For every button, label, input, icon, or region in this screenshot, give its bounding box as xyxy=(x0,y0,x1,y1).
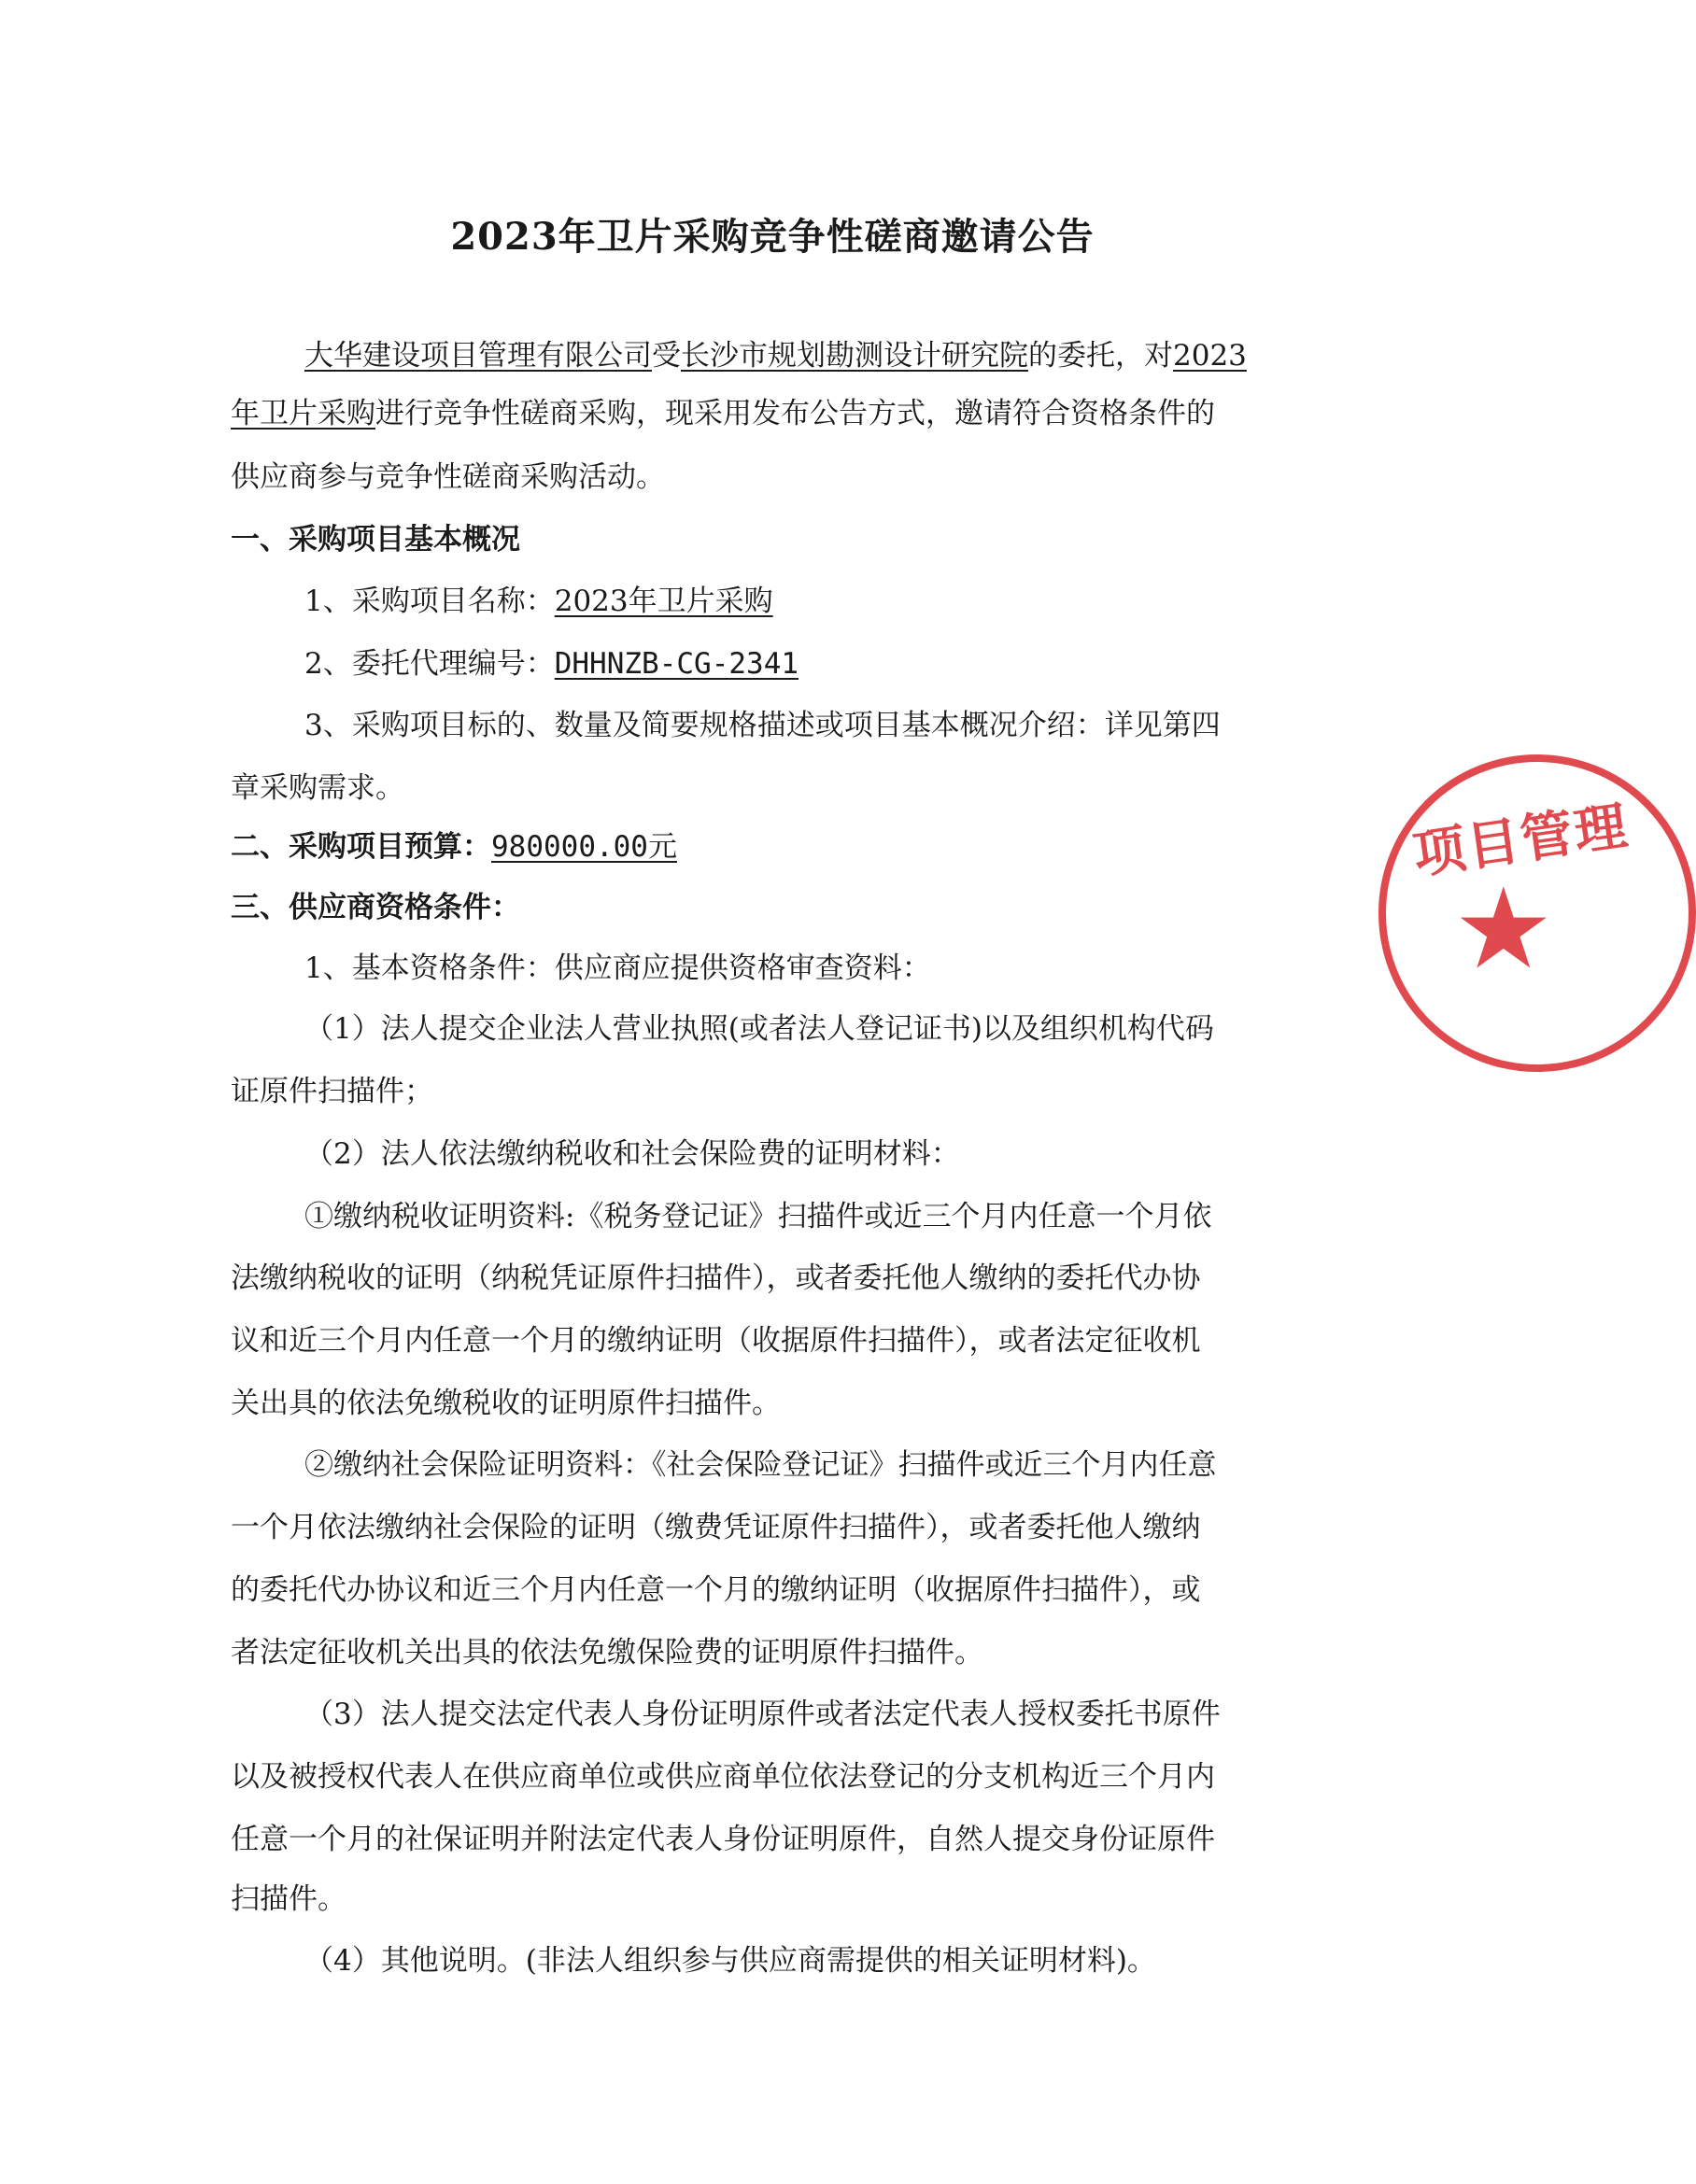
project-name-part2: 年卫片采购 xyxy=(231,397,375,430)
intro-line-3: 供应商参与竞争性磋商采购活动。 xyxy=(231,460,665,494)
section-3-p5-line-2: 一个月依法缴纳社会保险的证明（缴费凭证原件扫描件），或者委托他人缴纳 xyxy=(231,1511,1201,1544)
section-3-p4-line-3: 议和近三个月内任意一个月的缴纳证明（收据原件扫描件），或者法定征收机 xyxy=(231,1324,1201,1358)
section-3-p7: （4）其他说明。(非法人组织参与供应商需提供的相关证明材料)。 xyxy=(304,1944,1156,1978)
section-3-p3: （2）法人依法缴纳税收和社会保险费的证明材料： xyxy=(304,1137,960,1171)
section-1-item-3-line-2: 章采购需求。 xyxy=(231,771,404,805)
company-seal xyxy=(1378,754,1696,1072)
section-3-p5-line-1: ②缴纳社会保险证明资料：《社会保险登记证》扫描件或近三个月内任意 xyxy=(304,1448,1217,1482)
client-name: 长沙市规划勘测设计研究院 xyxy=(681,339,1028,373)
section-3-p6-line-2: 以及被授权代表人在供应商单位或供应商单位依法登记的分支机构近三个月内 xyxy=(231,1760,1215,1794)
agency-code-value: DHHNZB-CG-2341 xyxy=(554,647,799,681)
section-1-item-1: 1、采购项目名称：2023年卫片采购 xyxy=(304,585,773,618)
project-name-part1: 2023 xyxy=(1173,339,1247,373)
section-3-p6-line-1: （3）法人提交法定代表人身份证明原件或者法定代表人授权委托书原件 xyxy=(304,1698,1221,1731)
seal-text: 项目管理 xyxy=(1409,796,1633,886)
section-3-p4-line-4: 关出具的依法免缴税收的证明原件扫描件。 xyxy=(231,1387,781,1420)
project-name-value: 2023年卫片采购 xyxy=(554,585,773,618)
intro-line-2: 年卫片采购进行竞争性磋商采购，现采用发布公告方式，邀请符合资格条件的 xyxy=(231,397,1215,430)
section-1-heading: 一、采购项目基本概况 xyxy=(231,523,520,557)
section-3-p2-line-2: 证原件扫描件； xyxy=(231,1075,433,1108)
intro-line-1: 大华建设项目管理有限公司受长沙市规划勘测设计研究院的委托，对2023 xyxy=(304,339,1247,373)
star-icon: ★ xyxy=(1453,865,1554,994)
section-3-p4-line-1: ①缴纳税收证明资料:《税务登记证》扫描件或近三个月内任意一个月依 xyxy=(304,1200,1212,1233)
section-3-p5-line-4: 者法定征收机关出具的依法免缴保险费的证明原件扫描件。 xyxy=(231,1636,983,1670)
section-1-item-3-line-1: 3、采购项目标的、数量及简要规格描述或项目基本概况介绍：详见第四 xyxy=(304,709,1221,742)
section-1-item-2: 2、委托代理编号：DHHNZB-CG-2341 xyxy=(304,647,799,681)
section-2-heading: 二、采购项目预算： xyxy=(231,830,491,864)
page-title: 2023年卫片采购竞争性磋商邀请公告 xyxy=(450,215,1095,259)
agent-name: 大华建设项目管理有限公司 xyxy=(304,339,652,373)
section-3-p5-line-3: 的委托代办协议和近三个月内任意一个月的缴纳证明（收据原件扫描件），或 xyxy=(231,1573,1201,1607)
section-3-p2-line-1: （1）法人提交企业法人营业执照(或者法人登记证书)以及组织机构代码 xyxy=(304,1012,1214,1046)
section-3-p1: 1、基本资格条件：供应商应提供资格审查资料： xyxy=(304,951,931,985)
section-3-p6-line-3: 任意一个月的社保证明并附法定代表人身份证明原件，自然人提交身份证原件 xyxy=(231,1823,1215,1856)
section-3-p4-line-2: 法缴纳税收的证明（纳税凭证原件扫描件），或者委托他人缴纳的委托代办协 xyxy=(231,1261,1201,1295)
section-3-p6-line-4: 扫描件。 xyxy=(231,1882,346,1916)
section-3-heading: 三、供应商资格条件： xyxy=(231,891,520,924)
budget-value: 980000.00元 xyxy=(491,830,677,864)
section-2 xyxy=(231,828,677,866)
